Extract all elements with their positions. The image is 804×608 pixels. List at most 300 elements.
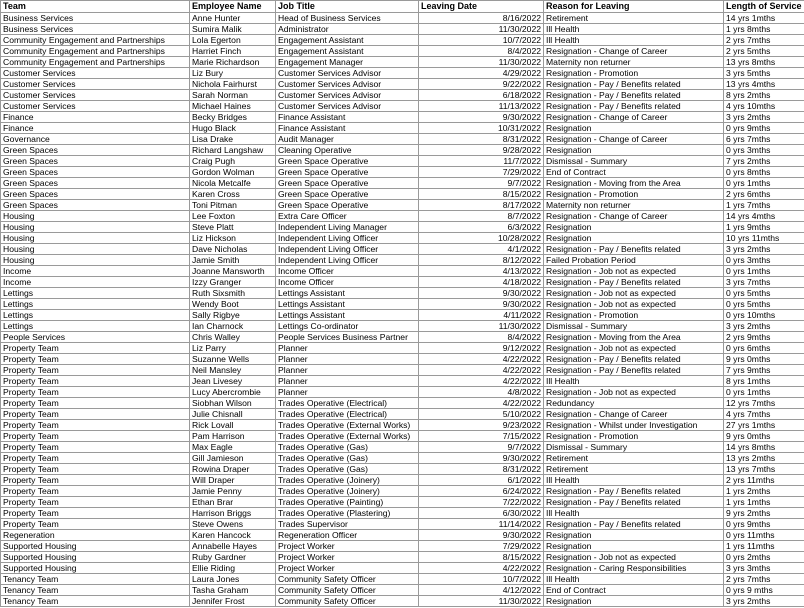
team-cell[interactable]: Housing bbox=[1, 255, 190, 266]
length-of-service-cell[interactable]: 10 yrs 11mths bbox=[724, 233, 804, 244]
job-title-cell[interactable]: Lettings Assistant bbox=[276, 310, 419, 321]
employee-name-cell[interactable]: Will Draper bbox=[190, 475, 276, 486]
team-cell[interactable]: Lettings bbox=[1, 321, 190, 332]
job-title-cell[interactable]: Independent Living Manager bbox=[276, 222, 419, 233]
length-of-service-cell[interactable]: 2 yrs 7mths bbox=[724, 574, 804, 585]
reason-cell[interactable]: Resignation bbox=[544, 233, 724, 244]
job-title-cell[interactable]: Trades Operative (External Works) bbox=[276, 431, 419, 442]
employee-name-cell[interactable]: Nicola Metcalfe bbox=[190, 178, 276, 189]
length-of-service-cell[interactable]: 6 yrs 7mths bbox=[724, 134, 804, 145]
team-cell[interactable]: Property Team bbox=[1, 464, 190, 475]
employee-name-cell[interactable]: Izzy Granger bbox=[190, 277, 276, 288]
team-cell[interactable]: Customer Services bbox=[1, 90, 190, 101]
leaving-date-cell[interactable]: 6/18/2022 bbox=[419, 90, 544, 101]
reason-cell[interactable]: Resignation bbox=[544, 222, 724, 233]
reason-cell[interactable]: Resignation - Whilst under Investigation bbox=[544, 420, 724, 431]
leaving-date-cell[interactable]: 9/7/2022 bbox=[419, 442, 544, 453]
length-of-service-cell[interactable]: 3 yrs 2mths bbox=[724, 244, 804, 255]
team-cell[interactable]: Property Team bbox=[1, 519, 190, 530]
reason-cell[interactable]: Retirement bbox=[544, 13, 724, 24]
reason-cell[interactable]: Resignation - Pay / Benefits related bbox=[544, 486, 724, 497]
reason-cell[interactable]: Resignation - Pay / Benefits related bbox=[544, 519, 724, 530]
team-cell[interactable]: Property Team bbox=[1, 365, 190, 376]
reason-cell[interactable]: Maternity non returner bbox=[544, 57, 724, 68]
reason-cell[interactable]: Resignation - Change of Career bbox=[544, 134, 724, 145]
employee-name-cell[interactable]: Dave Nicholas bbox=[190, 244, 276, 255]
employee-name-cell[interactable]: Hugo Black bbox=[190, 123, 276, 134]
length-of-service-cell[interactable]: 13 yrs 7mths bbox=[724, 464, 804, 475]
job-title-cell[interactable]: Regeneration Officer bbox=[276, 530, 419, 541]
leaving-date-cell[interactable]: 11/30/2022 bbox=[419, 57, 544, 68]
employee-name-cell[interactable]: Pam Harrison bbox=[190, 431, 276, 442]
employee-name-cell[interactable]: Liz Parry bbox=[190, 343, 276, 354]
length-of-service-cell[interactable]: 2 yrs 7mths bbox=[724, 35, 804, 46]
job-title-cell[interactable]: Planner bbox=[276, 387, 419, 398]
reason-cell[interactable]: Resignation - Job not as expected bbox=[544, 266, 724, 277]
leaving-date-cell[interactable]: 11/30/2022 bbox=[419, 24, 544, 35]
reason-cell[interactable]: End of Contract bbox=[544, 585, 724, 596]
reason-cell[interactable]: Resignation - Job not as expected bbox=[544, 343, 724, 354]
leaving-date-cell[interactable]: 8/31/2022 bbox=[419, 134, 544, 145]
leaving-date-cell[interactable]: 8/7/2022 bbox=[419, 211, 544, 222]
employee-name-cell[interactable]: Gill Jamieson bbox=[190, 453, 276, 464]
job-title-cell[interactable]: Planner bbox=[276, 376, 419, 387]
reason-cell[interactable]: Resignation bbox=[544, 596, 724, 607]
job-title-cell[interactable]: Green Space Operative bbox=[276, 156, 419, 167]
job-title-cell[interactable]: Trades Supervisor bbox=[276, 519, 419, 530]
job-title-cell[interactable]: Cleaning Operative bbox=[276, 145, 419, 156]
length-of-service-cell[interactable]: 0 yrs 2mths bbox=[724, 552, 804, 563]
length-of-service-cell[interactable]: 2 yrs 11mths bbox=[724, 475, 804, 486]
team-cell[interactable]: Housing bbox=[1, 222, 190, 233]
team-cell[interactable]: Property Team bbox=[1, 387, 190, 398]
employee-name-cell[interactable]: Harrison Briggs bbox=[190, 508, 276, 519]
leaving-date-cell[interactable]: 8/16/2022 bbox=[419, 13, 544, 24]
length-of-service-cell[interactable]: 14 yrs 4mths bbox=[724, 211, 804, 222]
team-cell[interactable]: Community Engagement and Partnerships bbox=[1, 46, 190, 57]
reason-cell[interactable]: Resignation - Change of Career bbox=[544, 211, 724, 222]
employee-name-cell[interactable]: Sarah Norman bbox=[190, 90, 276, 101]
leaving-date-cell[interactable]: 4/1/2022 bbox=[419, 244, 544, 255]
length-of-service-cell[interactable]: 0 yrs 9mths bbox=[724, 519, 804, 530]
length-of-service-cell[interactable]: 3 yrs 3mths bbox=[724, 563, 804, 574]
length-of-service-cell[interactable]: 0 yrs 6mths bbox=[724, 343, 804, 354]
leaving-date-cell[interactable]: 4/11/2022 bbox=[419, 310, 544, 321]
employee-name-cell[interactable]: Ian Charnock bbox=[190, 321, 276, 332]
employee-name-cell[interactable]: Wendy Boot bbox=[190, 299, 276, 310]
reason-cell[interactable]: Ill Health bbox=[544, 376, 724, 387]
reason-cell[interactable]: Resignation bbox=[544, 541, 724, 552]
job-title-cell[interactable]: Green Space Operative bbox=[276, 200, 419, 211]
team-cell[interactable]: Housing bbox=[1, 233, 190, 244]
leaving-date-cell[interactable]: 8/15/2022 bbox=[419, 552, 544, 563]
length-of-service-cell[interactable]: 3 yrs 2mths bbox=[724, 112, 804, 123]
reason-cell[interactable]: Resignation - Change of Career bbox=[544, 112, 724, 123]
employee-name-cell[interactable]: Sally Rigbye bbox=[190, 310, 276, 321]
reason-cell[interactable]: Resignation - Promotion bbox=[544, 189, 724, 200]
leaving-date-cell[interactable]: 8/31/2022 bbox=[419, 464, 544, 475]
employee-name-cell[interactable]: Gordon Wolman bbox=[190, 167, 276, 178]
reason-cell[interactable]: Failed Probation Period bbox=[544, 255, 724, 266]
team-cell[interactable]: Green Spaces bbox=[1, 145, 190, 156]
employee-name-cell[interactable]: Karen Hancock bbox=[190, 530, 276, 541]
leaving-date-cell[interactable]: 6/3/2022 bbox=[419, 222, 544, 233]
leaving-date-cell[interactable]: 4/22/2022 bbox=[419, 563, 544, 574]
team-cell[interactable]: Property Team bbox=[1, 420, 190, 431]
team-cell[interactable]: Income bbox=[1, 266, 190, 277]
reason-cell[interactable]: Dismissal - Summary bbox=[544, 156, 724, 167]
team-cell[interactable]: Business Services bbox=[1, 13, 190, 24]
length-of-service-cell[interactable]: 0 yrs 3mths bbox=[724, 145, 804, 156]
team-cell[interactable]: Lettings bbox=[1, 288, 190, 299]
job-title-cell[interactable]: Lettings Assistant bbox=[276, 299, 419, 310]
length-of-service-cell[interactable]: 0 yrs 1mths bbox=[724, 387, 804, 398]
employee-name-cell[interactable]: Ruth Sixsmith bbox=[190, 288, 276, 299]
employee-name-cell[interactable]: Jennifer Frost bbox=[190, 596, 276, 607]
job-title-cell[interactable]: Project Worker bbox=[276, 541, 419, 552]
leaving-date-cell[interactable]: 7/29/2022 bbox=[419, 541, 544, 552]
reason-cell[interactable]: Resignation - Pay / Benefits related bbox=[544, 101, 724, 112]
team-cell[interactable]: Customer Services bbox=[1, 101, 190, 112]
header-leaving-date[interactable]: Leaving Date bbox=[419, 1, 544, 13]
employee-name-cell[interactable]: Ruby Gardner bbox=[190, 552, 276, 563]
leaving-date-cell[interactable]: 9/7/2022 bbox=[419, 178, 544, 189]
length-of-service-cell[interactable]: 13 yrs 4mths bbox=[724, 79, 804, 90]
job-title-cell[interactable]: Lettings Assistant bbox=[276, 288, 419, 299]
employee-name-cell[interactable]: Steve Owens bbox=[190, 519, 276, 530]
team-cell[interactable]: Finance bbox=[1, 123, 190, 134]
length-of-service-cell[interactable]: 0 yrs 3mths bbox=[724, 255, 804, 266]
leaving-date-cell[interactable]: 7/22/2022 bbox=[419, 497, 544, 508]
leaving-date-cell[interactable]: 10/7/2022 bbox=[419, 574, 544, 585]
length-of-service-cell[interactable]: 1 yrs 9mths bbox=[724, 222, 804, 233]
team-cell[interactable]: Lettings bbox=[1, 299, 190, 310]
employee-name-cell[interactable]: Suzanne Wells bbox=[190, 354, 276, 365]
header-employee-name[interactable]: Employee Name bbox=[190, 1, 276, 13]
team-cell[interactable]: Green Spaces bbox=[1, 156, 190, 167]
length-of-service-cell[interactable]: 2 yrs 9mths bbox=[724, 332, 804, 343]
reason-cell[interactable]: Resignation - Promotion bbox=[544, 431, 724, 442]
team-cell[interactable]: Tenancy Team bbox=[1, 574, 190, 585]
job-title-cell[interactable]: Independent Living Officer bbox=[276, 244, 419, 255]
team-cell[interactable]: Property Team bbox=[1, 409, 190, 420]
job-title-cell[interactable]: Extra Care Officer bbox=[276, 211, 419, 222]
reason-cell[interactable]: Resignation - Moving from the Area bbox=[544, 178, 724, 189]
job-title-cell[interactable]: Trades Operative (Gas) bbox=[276, 464, 419, 475]
team-cell[interactable]: Property Team bbox=[1, 508, 190, 519]
leaving-date-cell[interactable]: 11/30/2022 bbox=[419, 596, 544, 607]
leaving-date-cell[interactable]: 4/22/2022 bbox=[419, 376, 544, 387]
reason-cell[interactable]: Ill Health bbox=[544, 508, 724, 519]
header-team[interactable]: Team bbox=[1, 1, 190, 13]
employee-name-cell[interactable]: Richard Langshaw bbox=[190, 145, 276, 156]
team-cell[interactable]: Property Team bbox=[1, 497, 190, 508]
job-title-cell[interactable]: Engagement Manager bbox=[276, 57, 419, 68]
length-of-service-cell[interactable]: 1 yrs 7mths bbox=[724, 200, 804, 211]
job-title-cell[interactable]: Green Space Operative bbox=[276, 189, 419, 200]
leaving-date-cell[interactable]: 4/29/2022 bbox=[419, 68, 544, 79]
job-title-cell[interactable]: Planner bbox=[276, 365, 419, 376]
team-cell[interactable]: Green Spaces bbox=[1, 200, 190, 211]
job-title-cell[interactable]: Trades Operative (Joinery) bbox=[276, 486, 419, 497]
employee-name-cell[interactable]: Toni Pitman bbox=[190, 200, 276, 211]
leaving-date-cell[interactable]: 10/28/2022 bbox=[419, 233, 544, 244]
team-cell[interactable]: Property Team bbox=[1, 431, 190, 442]
length-of-service-cell[interactable]: 8 yrs 2mths bbox=[724, 90, 804, 101]
employee-name-cell[interactable]: Laura Jones bbox=[190, 574, 276, 585]
length-of-service-cell[interactable]: 1 yrs 11mths bbox=[724, 541, 804, 552]
employee-name-cell[interactable]: Sumira Malik bbox=[190, 24, 276, 35]
length-of-service-cell[interactable]: 3 yrs 2mths bbox=[724, 596, 804, 607]
leaving-date-cell[interactable]: 9/23/2022 bbox=[419, 420, 544, 431]
reason-cell[interactable]: Ill Health bbox=[544, 475, 724, 486]
employee-name-cell[interactable]: Karen Cross bbox=[190, 189, 276, 200]
length-of-service-cell[interactable]: 3 yrs 5mths bbox=[724, 68, 804, 79]
length-of-service-cell[interactable]: 14 yrs 8mths bbox=[724, 442, 804, 453]
leaving-date-cell[interactable]: 9/28/2022 bbox=[419, 145, 544, 156]
leaving-date-cell[interactable]: 5/10/2022 bbox=[419, 409, 544, 420]
length-of-service-cell[interactable]: 13 yrs 2mths bbox=[724, 453, 804, 464]
length-of-service-cell[interactable]: 9 yrs 2mths bbox=[724, 508, 804, 519]
employee-name-cell[interactable]: Rick Lovall bbox=[190, 420, 276, 431]
job-title-cell[interactable]: Customer Services Advisor bbox=[276, 90, 419, 101]
employee-name-cell[interactable]: Marie Richardson bbox=[190, 57, 276, 68]
job-title-cell[interactable]: Lettings Co-ordinator bbox=[276, 321, 419, 332]
employee-name-cell[interactable]: Ethan Brar bbox=[190, 497, 276, 508]
header-length-of-service[interactable]: Length of Service bbox=[724, 1, 804, 13]
reason-cell[interactable]: Ill Health bbox=[544, 24, 724, 35]
job-title-cell[interactable]: Trades Operative (Electrical) bbox=[276, 409, 419, 420]
team-cell[interactable]: Property Team bbox=[1, 376, 190, 387]
reason-cell[interactable]: Dismissal - Summary bbox=[544, 442, 724, 453]
leaving-date-cell[interactable]: 6/24/2022 bbox=[419, 486, 544, 497]
job-title-cell[interactable]: Finance Assistant bbox=[276, 123, 419, 134]
employee-name-cell[interactable]: Jamie Penny bbox=[190, 486, 276, 497]
team-cell[interactable]: Property Team bbox=[1, 398, 190, 409]
employee-name-cell[interactable]: Lisa Drake bbox=[190, 134, 276, 145]
team-cell[interactable]: Customer Services bbox=[1, 79, 190, 90]
employee-name-cell[interactable]: Lucy Abercrombie bbox=[190, 387, 276, 398]
reason-cell[interactable]: Dismissal - Summary bbox=[544, 321, 724, 332]
leaving-date-cell[interactable]: 8/4/2022 bbox=[419, 46, 544, 57]
length-of-service-cell[interactable]: 2 yrs 5mths bbox=[724, 46, 804, 57]
leaving-date-cell[interactable]: 10/31/2022 bbox=[419, 123, 544, 134]
reason-cell[interactable]: Resignation - Change of Career bbox=[544, 409, 724, 420]
length-of-service-cell[interactable]: 12 yrs 7mths bbox=[724, 398, 804, 409]
team-cell[interactable]: Tenancy Team bbox=[1, 585, 190, 596]
employee-name-cell[interactable]: Max Eagle bbox=[190, 442, 276, 453]
job-title-cell[interactable]: Engagement Assistant bbox=[276, 46, 419, 57]
job-title-cell[interactable]: Community Safety Officer bbox=[276, 596, 419, 607]
reason-cell[interactable]: Resignation - Caring Responsibilities bbox=[544, 563, 724, 574]
leaving-date-cell[interactable]: 4/22/2022 bbox=[419, 365, 544, 376]
length-of-service-cell[interactable]: 8 yrs 1mths bbox=[724, 376, 804, 387]
job-title-cell[interactable]: Income Officer bbox=[276, 277, 419, 288]
job-title-cell[interactable]: Engagement Assistant bbox=[276, 35, 419, 46]
job-title-cell[interactable]: Independent Living Officer bbox=[276, 255, 419, 266]
job-title-cell[interactable]: Administrator bbox=[276, 24, 419, 35]
team-cell[interactable]: Finance bbox=[1, 112, 190, 123]
leaving-date-cell[interactable]: 9/30/2022 bbox=[419, 112, 544, 123]
employee-name-cell[interactable]: Joanne Mansworth bbox=[190, 266, 276, 277]
length-of-service-cell[interactable]: 0 yrs 5mths bbox=[724, 288, 804, 299]
job-title-cell[interactable]: Community Safety Officer bbox=[276, 585, 419, 596]
employee-name-cell[interactable]: Annabelle Hayes bbox=[190, 541, 276, 552]
employee-name-cell[interactable]: Liz Hickson bbox=[190, 233, 276, 244]
job-title-cell[interactable]: Finance Assistant bbox=[276, 112, 419, 123]
team-cell[interactable]: Supported Housing bbox=[1, 541, 190, 552]
team-cell[interactable]: Regeneration bbox=[1, 530, 190, 541]
header-reason-for-leaving[interactable]: Reason for Leaving bbox=[544, 1, 724, 13]
team-cell[interactable]: Community Engagement and Partnerships bbox=[1, 35, 190, 46]
reason-cell[interactable]: Resignation - Job not as expected bbox=[544, 552, 724, 563]
length-of-service-cell[interactable]: 1 yrs 1mths bbox=[724, 497, 804, 508]
employee-name-cell[interactable]: Tasha Graham bbox=[190, 585, 276, 596]
reason-cell[interactable]: Resignation - Pay / Benefits related bbox=[544, 277, 724, 288]
leaving-date-cell[interactable]: 4/12/2022 bbox=[419, 585, 544, 596]
length-of-service-cell[interactable]: 0 yrs 5mths bbox=[724, 299, 804, 310]
team-cell[interactable]: Property Team bbox=[1, 343, 190, 354]
leaving-date-cell[interactable]: 9/30/2022 bbox=[419, 288, 544, 299]
team-cell[interactable]: Community Engagement and Partnerships bbox=[1, 57, 190, 68]
reason-cell[interactable]: End of Contract bbox=[544, 167, 724, 178]
job-title-cell[interactable]: Green Space Operative bbox=[276, 178, 419, 189]
length-of-service-cell[interactable]: 0 yrs 1mths bbox=[724, 266, 804, 277]
reason-cell[interactable]: Resignation - Job not as expected bbox=[544, 387, 724, 398]
length-of-service-cell[interactable]: 7 yrs 9mths bbox=[724, 365, 804, 376]
reason-cell[interactable]: Resignation - Pay / Benefits related bbox=[544, 90, 724, 101]
length-of-service-cell[interactable]: 14 yrs 1mths bbox=[724, 13, 804, 24]
employee-name-cell[interactable]: Siobhan Wilson bbox=[190, 398, 276, 409]
job-title-cell[interactable]: Customer Services Advisor bbox=[276, 68, 419, 79]
leaving-date-cell[interactable]: 10/7/2022 bbox=[419, 35, 544, 46]
leaving-date-cell[interactable]: 9/30/2022 bbox=[419, 453, 544, 464]
employee-name-cell[interactable]: Jean Livesey bbox=[190, 376, 276, 387]
team-cell[interactable]: Governance bbox=[1, 134, 190, 145]
leaving-date-cell[interactable]: 7/15/2022 bbox=[419, 431, 544, 442]
team-cell[interactable]: Supported Housing bbox=[1, 563, 190, 574]
length-of-service-cell[interactable]: 0 yrs 10mths bbox=[724, 310, 804, 321]
job-title-cell[interactable]: Planner bbox=[276, 354, 419, 365]
employee-name-cell[interactable]: Liz Bury bbox=[190, 68, 276, 79]
reason-cell[interactable]: Resignation - Moving from the Area bbox=[544, 332, 724, 343]
team-cell[interactable]: Tenancy Team bbox=[1, 596, 190, 607]
length-of-service-cell[interactable]: 13 yrs 8mths bbox=[724, 57, 804, 68]
job-title-cell[interactable]: Trades Operative (Joinery) bbox=[276, 475, 419, 486]
employee-name-cell[interactable]: Rowina Draper bbox=[190, 464, 276, 475]
job-title-cell[interactable]: Trades Operative (Gas) bbox=[276, 442, 419, 453]
employee-name-cell[interactable]: Lola Egerton bbox=[190, 35, 276, 46]
reason-cell[interactable]: Ill Health bbox=[544, 35, 724, 46]
team-cell[interactable]: Housing bbox=[1, 211, 190, 222]
length-of-service-cell[interactable]: 4 yrs 10mths bbox=[724, 101, 804, 112]
team-cell[interactable]: Property Team bbox=[1, 442, 190, 453]
team-cell[interactable]: People Services bbox=[1, 332, 190, 343]
employee-name-cell[interactable]: Jamie Smith bbox=[190, 255, 276, 266]
reason-cell[interactable]: Resignation - Promotion bbox=[544, 68, 724, 79]
employee-name-cell[interactable]: Harriet Finch bbox=[190, 46, 276, 57]
employee-name-cell[interactable]: Steve Platt bbox=[190, 222, 276, 233]
reason-cell[interactable]: Ill Health bbox=[544, 574, 724, 585]
job-title-cell[interactable]: Trades Operative (Plastering) bbox=[276, 508, 419, 519]
reason-cell[interactable]: Resignation bbox=[544, 145, 724, 156]
job-title-cell[interactable]: Income Officer bbox=[276, 266, 419, 277]
leaving-date-cell[interactable]: 8/15/2022 bbox=[419, 189, 544, 200]
reason-cell[interactable]: Resignation - Job not as expected bbox=[544, 288, 724, 299]
reason-cell[interactable]: Resignation - Pay / Benefits related bbox=[544, 497, 724, 508]
length-of-service-cell[interactable]: 0 yrs 9 mths bbox=[724, 585, 804, 596]
length-of-service-cell[interactable]: 4 yrs 7mths bbox=[724, 409, 804, 420]
length-of-service-cell[interactable]: 7 yrs 2mths bbox=[724, 156, 804, 167]
employee-name-cell[interactable]: Neil Mansley bbox=[190, 365, 276, 376]
employee-name-cell[interactable]: Lee Foxton bbox=[190, 211, 276, 222]
reason-cell[interactable]: Resignation - Pay / Benefits related bbox=[544, 354, 724, 365]
job-title-cell[interactable]: Trades Operative (Electrical) bbox=[276, 398, 419, 409]
job-title-cell[interactable]: Head of Business Services bbox=[276, 13, 419, 24]
job-title-cell[interactable]: Trades Operative (External Works) bbox=[276, 420, 419, 431]
job-title-cell[interactable]: Project Worker bbox=[276, 552, 419, 563]
leaving-date-cell[interactable]: 11/30/2022 bbox=[419, 321, 544, 332]
leaving-date-cell[interactable]: 6/30/2022 bbox=[419, 508, 544, 519]
team-cell[interactable]: Green Spaces bbox=[1, 167, 190, 178]
team-cell[interactable]: Customer Services bbox=[1, 68, 190, 79]
employee-name-cell[interactable]: Becky Bridges bbox=[190, 112, 276, 123]
leaving-date-cell[interactable]: 8/4/2022 bbox=[419, 332, 544, 343]
leaving-date-cell[interactable]: 4/22/2022 bbox=[419, 398, 544, 409]
team-cell[interactable]: Business Services bbox=[1, 24, 190, 35]
employee-name-cell[interactable]: Julie Chisnall bbox=[190, 409, 276, 420]
leaving-date-cell[interactable]: 4/22/2022 bbox=[419, 354, 544, 365]
team-cell[interactable]: Lettings bbox=[1, 310, 190, 321]
reason-cell[interactable]: Resignation - Pay / Benefits related bbox=[544, 79, 724, 90]
leaving-date-cell[interactable]: 4/13/2022 bbox=[419, 266, 544, 277]
length-of-service-cell[interactable]: 9 yrs 0mths bbox=[724, 431, 804, 442]
length-of-service-cell[interactable]: 0 yrs 9mths bbox=[724, 123, 804, 134]
reason-cell[interactable]: Resignation - Change of Career bbox=[544, 46, 724, 57]
reason-cell[interactable]: Resignation - Pay / Benefits related bbox=[544, 244, 724, 255]
employee-name-cell[interactable]: Anne Hunter bbox=[190, 13, 276, 24]
job-title-cell[interactable]: Trades Operative (Gas) bbox=[276, 453, 419, 464]
reason-cell[interactable]: Resignation bbox=[544, 530, 724, 541]
team-cell[interactable]: Property Team bbox=[1, 453, 190, 464]
job-title-cell[interactable]: Community Safety Officer bbox=[276, 574, 419, 585]
reason-cell[interactable]: Resignation - Pay / Benefits related bbox=[544, 365, 724, 376]
reason-cell[interactable]: Retirement bbox=[544, 464, 724, 475]
employee-name-cell[interactable]: Chris Walley bbox=[190, 332, 276, 343]
job-title-cell[interactable]: Project Worker bbox=[276, 563, 419, 574]
leaving-date-cell[interactable]: 9/22/2022 bbox=[419, 79, 544, 90]
team-cell[interactable]: Property Team bbox=[1, 354, 190, 365]
length-of-service-cell[interactable]: 27 yrs 1mths bbox=[724, 420, 804, 431]
length-of-service-cell[interactable]: 3 yrs 7mths bbox=[724, 277, 804, 288]
team-cell[interactable]: Housing bbox=[1, 244, 190, 255]
reason-cell[interactable]: Maternity non returner bbox=[544, 200, 724, 211]
leaving-date-cell[interactable]: 9/30/2022 bbox=[419, 299, 544, 310]
job-title-cell[interactable]: Customer Services Advisor bbox=[276, 101, 419, 112]
job-title-cell[interactable]: Audit Manager bbox=[276, 134, 419, 145]
employee-name-cell[interactable]: Nichola Fairhurst bbox=[190, 79, 276, 90]
leaving-date-cell[interactable]: 9/30/2022 bbox=[419, 530, 544, 541]
leaving-date-cell[interactable]: 7/29/2022 bbox=[419, 167, 544, 178]
employee-name-cell[interactable]: Craig Pugh bbox=[190, 156, 276, 167]
team-cell[interactable]: Supported Housing bbox=[1, 552, 190, 563]
leaving-date-cell[interactable]: 8/17/2022 bbox=[419, 200, 544, 211]
job-title-cell[interactable]: Green Space Operative bbox=[276, 167, 419, 178]
reason-cell[interactable]: Redundancy bbox=[544, 398, 724, 409]
header-job-title[interactable]: Job Title bbox=[276, 1, 419, 13]
team-cell[interactable]: Green Spaces bbox=[1, 189, 190, 200]
employee-name-cell[interactable]: Michael Haines bbox=[190, 101, 276, 112]
